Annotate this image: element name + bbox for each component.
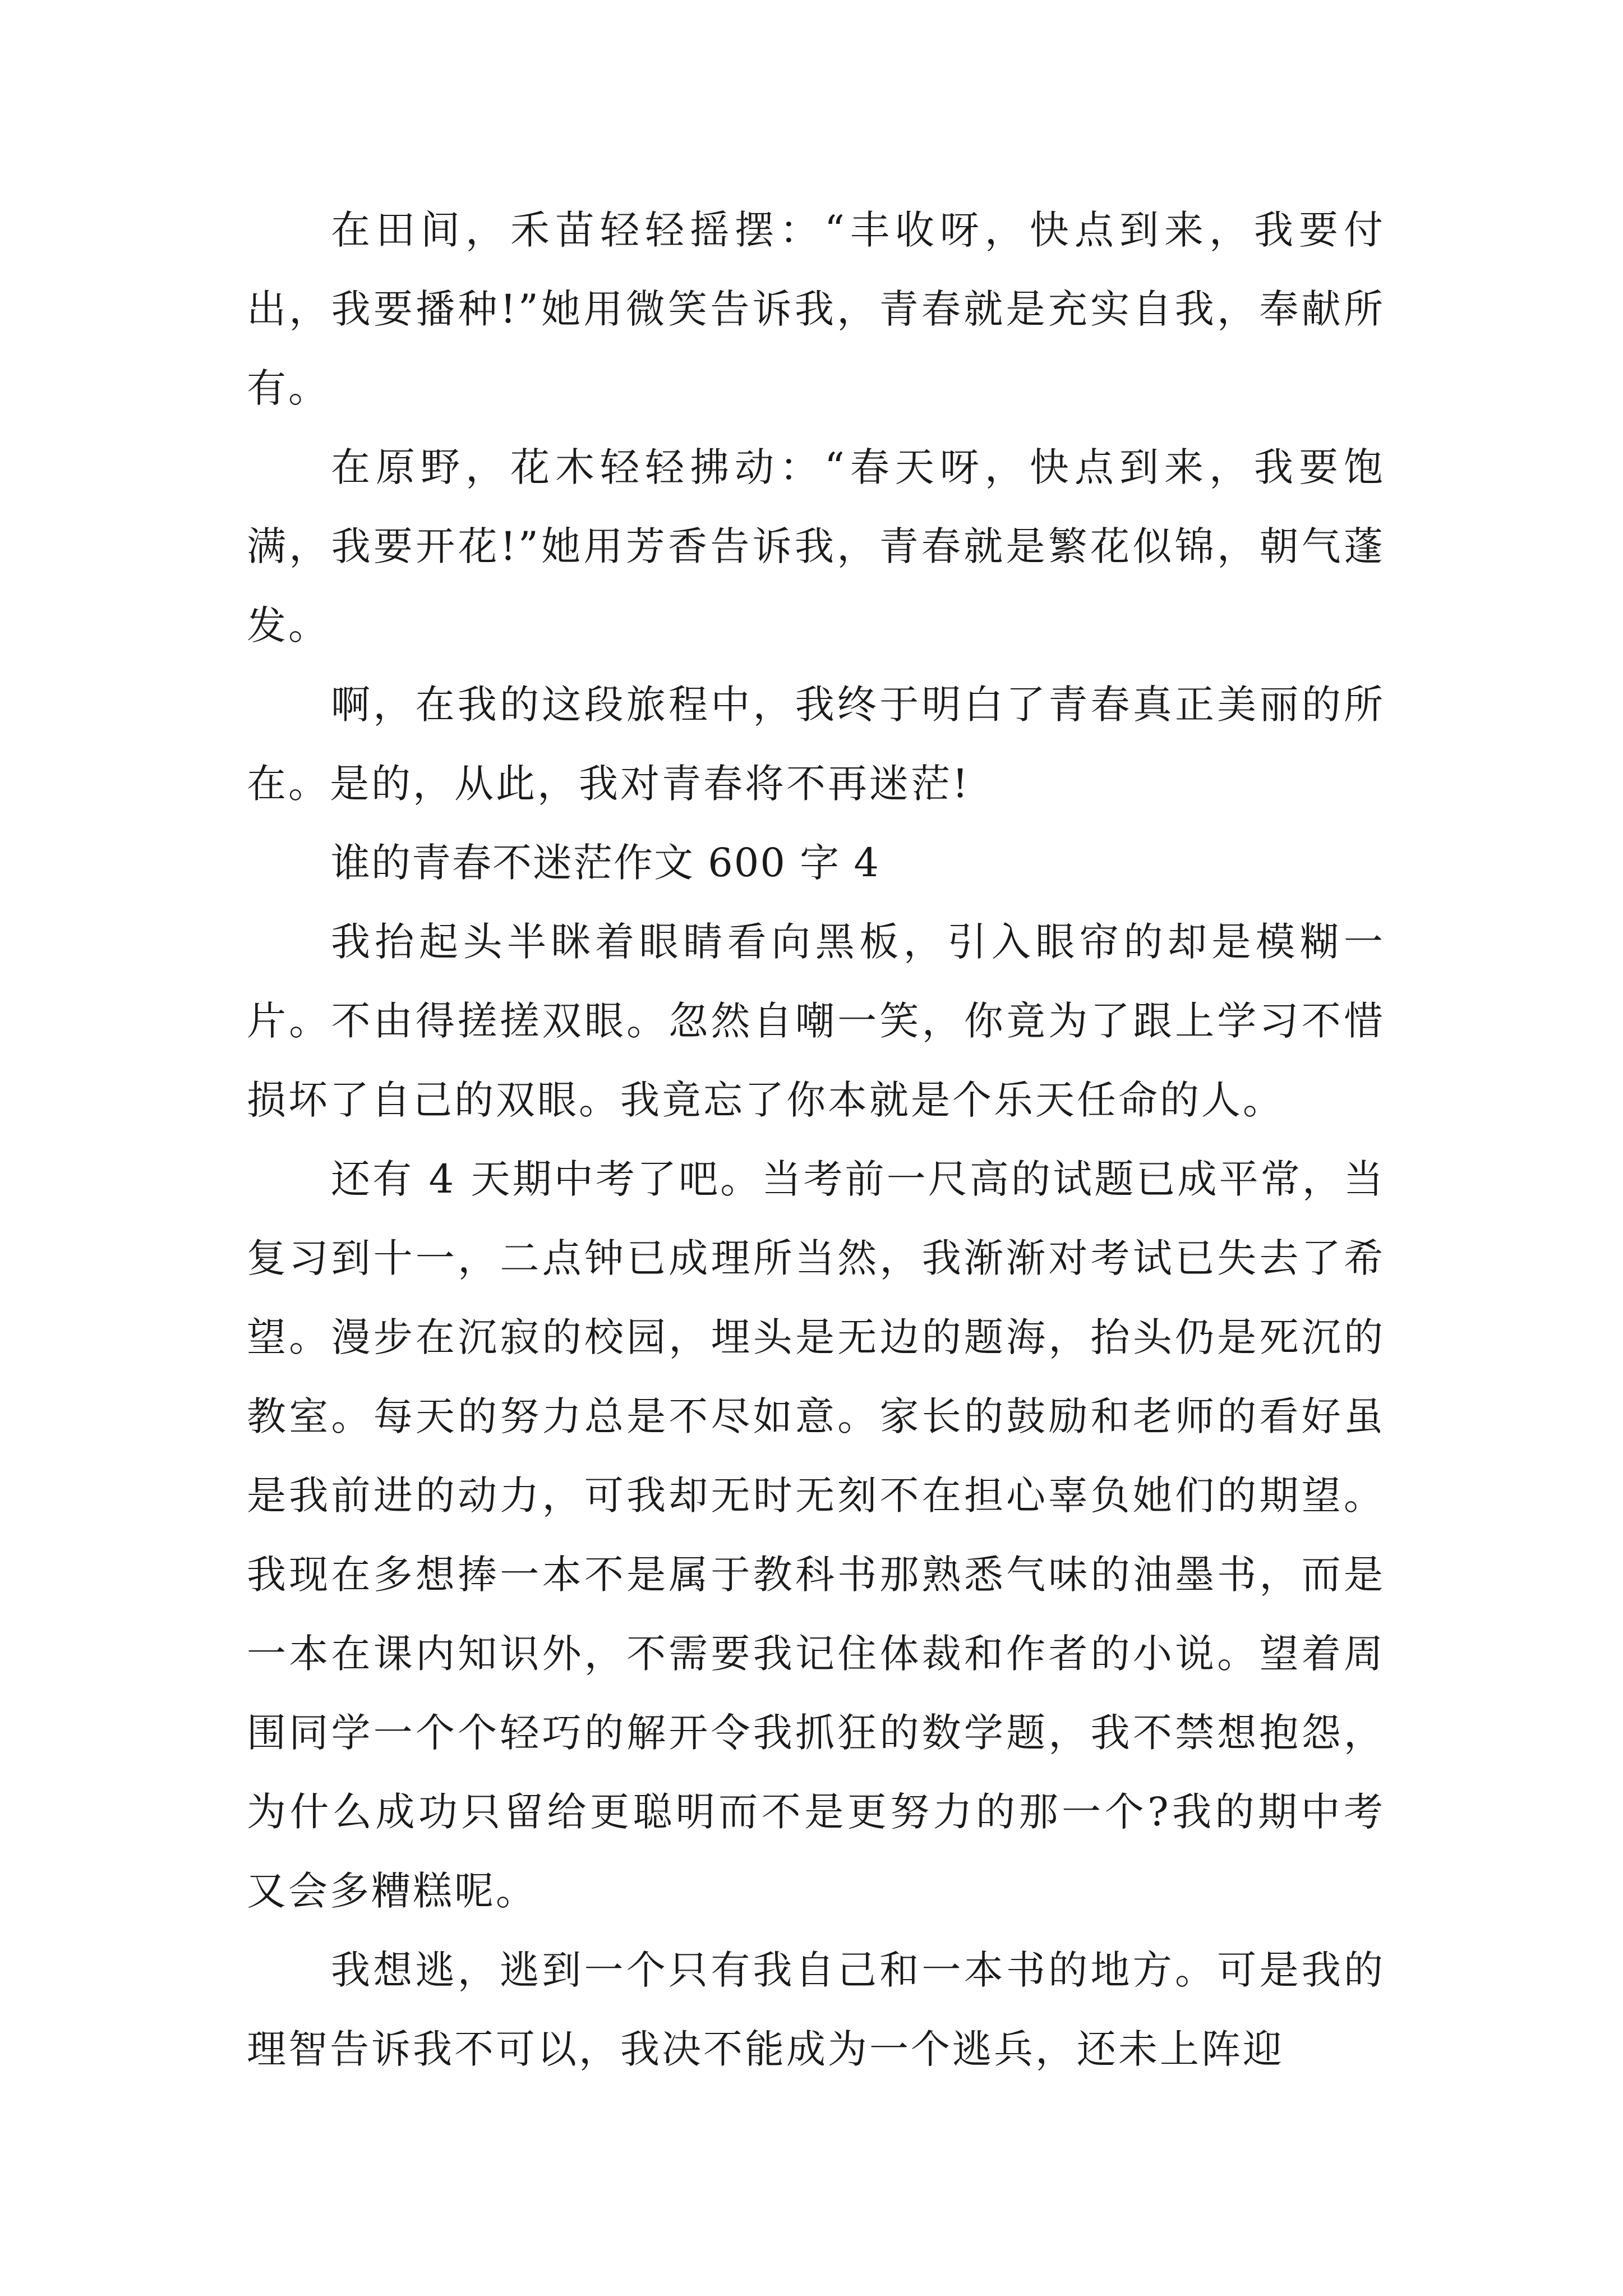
section-heading: 谁的青春不迷茫作文 600 字 4 [331, 840, 880, 886]
document-body [247, 191, 1385, 2089]
paragraph-plain: 在原野，花木轻轻拂动：“春天呀，快点到来，我要饱满，我要开花!”她用芳香告诉我，青春就是繁花似锦，朝气蓬发。 [247, 444, 1385, 648]
paragraph-blackboard: 我抬起头半眯着眼睛看向黑板，引入眼帘的却是模糊一片。不由得搓搓双眼。忽然自嘲一笑，你竟为了跟上学习不惜损坏了自己的双眼。我竟忘了你本就是个乐天任命的人。 [247, 919, 1385, 1123]
paragraph-field: 在田间，禾苗轻轻摇摆：“丰收呀，快点到来，我要付出，我要播种!”她用微笑告诉我，青春就是充实自我，奉献所有。 [247, 207, 1385, 411]
paragraph-journey: 啊，在我的这段旅程中，我终于明白了青春真正美丽的所在。是的，从此，我对青春将不再迷茫! [247, 682, 1385, 807]
paragraph-escape: 我想逃，逃到一个只有我自己和一本书的地方。可是我的理智告诉我不可以，我决不能成为一个逃兵，还未上阵迎 [247, 1947, 1385, 2072]
paragraph-exam: 还有 4 天期中考了吧。当考前一尺高的试题已成平常，当复习到十一，二点钟已成理所当然，我渐渐对考试已失去了希望。漫步在沉寂的校园，埋头是无边的题海，抬头仍是死沉的教室。每天的努力总是不尽如意。家长的鼓励和老师的看好虽是我前进的动力，可我却无时无刻不在担心辜负她们的期望。我现在多想捧一本不是属于教科书那熟悉气味的油墨书，而是一本在课内知识外，不需要我记住体裁和作者的小说。望着周围同学一个个轻巧的解开令我抓狂的数学题，我不禁想抱怨，为什么成功只留给更聪明而不是更努力的那一个?我的期中考又会多糟糕呢。 [247, 1156, 1385, 1914]
